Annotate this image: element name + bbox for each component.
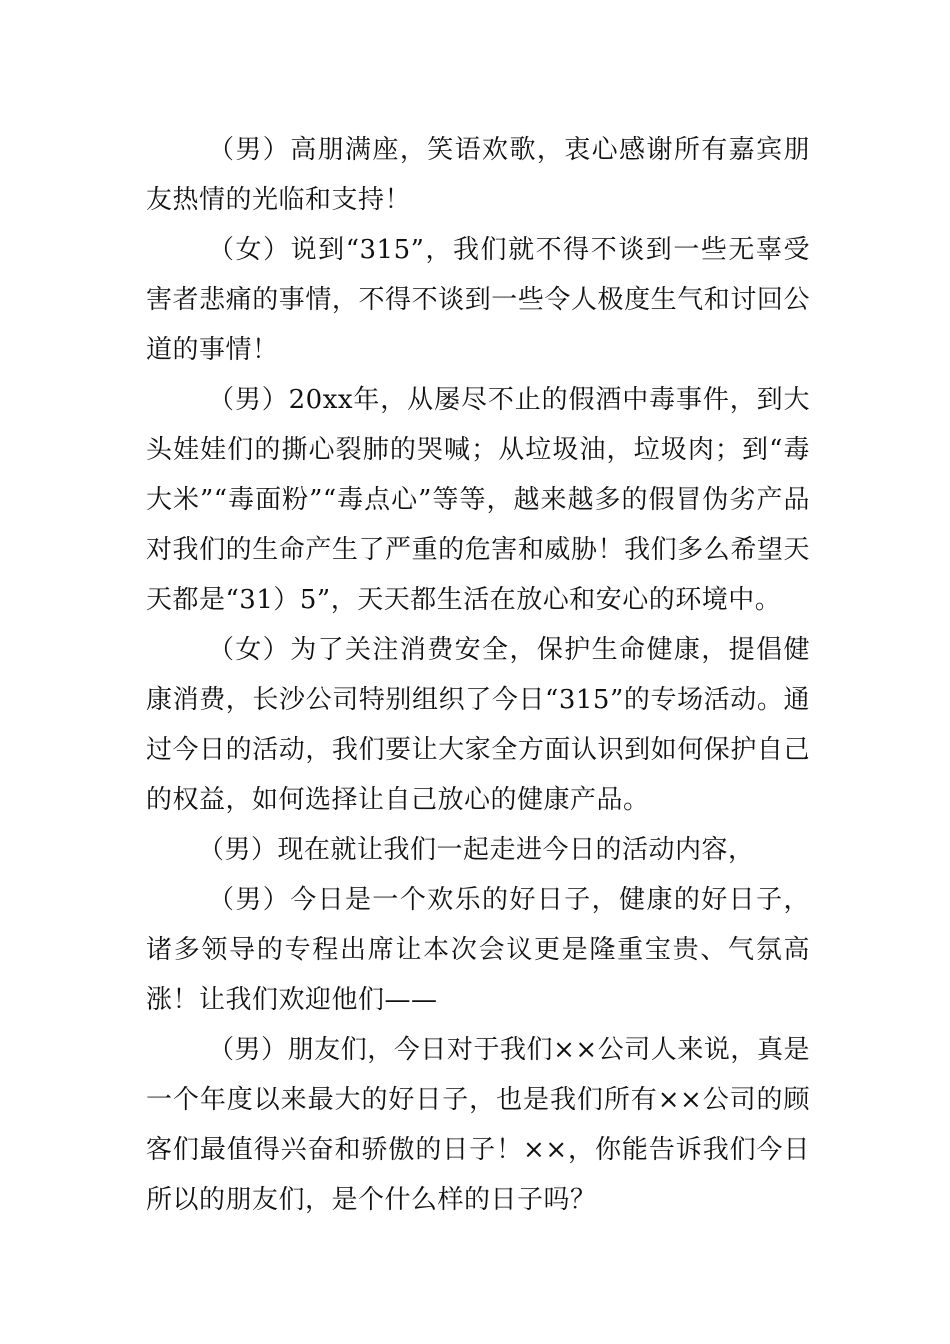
paragraph-7: （男）朋友们，今日对于我们××公司人来说，真是一个年度以来最大的好日子，也是我们所有××公司的顾客们最值得兴奋和骄傲的日子！××，你能告诉我们今日所以的朋友们，是个什么样的日子吗？ bbox=[146, 1035, 810, 1215]
paragraph-5: （男）现在就让我们一起走进今日的活动内容， bbox=[198, 835, 755, 865]
paragraph-3: （男）20xx年，从屡尽不止的假酒中毒事件，到大头娃娃们的撕心裂肺的哭喊；从垃圾油，垃圾肉；到“毒大米”“毒面粉”“毒点心”等等，越来越多的假冒伪劣产品对我们的生命产生了严重的危害和威胁！我们多么希望天天都是“31）5”，天天都生活在放心和安心的环境中。 bbox=[146, 385, 810, 615]
document-body bbox=[146, 125, 810, 1225]
paragraph-6: （男）今日是一个欢乐的好日子，健康的好日子，诸多领导的专程出席让本次会议更是隆重宝贵、气氛高涨！让我们欢迎他们—— bbox=[146, 885, 810, 1015]
paragraph-2: （女）说到“315”，我们就不得不谈到一些无辜受害者悲痛的事情，不得不谈到一些令人极度生气和讨回公道的事情！ bbox=[146, 235, 810, 365]
paragraph-4: （女）为了关注消费安全，保护生命健康，提倡健康消费，长沙公司特别组织了今日“315”的专场活动。通过今日的活动，我们要让大家全方面认识到如何保护自己的权益，如何选择让自己放心的健康产品。 bbox=[146, 635, 810, 815]
paragraph-1: （男）高朋满座，笑语欢歌，衷心感谢所有嘉宾朋友热情的光临和支持！ bbox=[146, 135, 810, 215]
